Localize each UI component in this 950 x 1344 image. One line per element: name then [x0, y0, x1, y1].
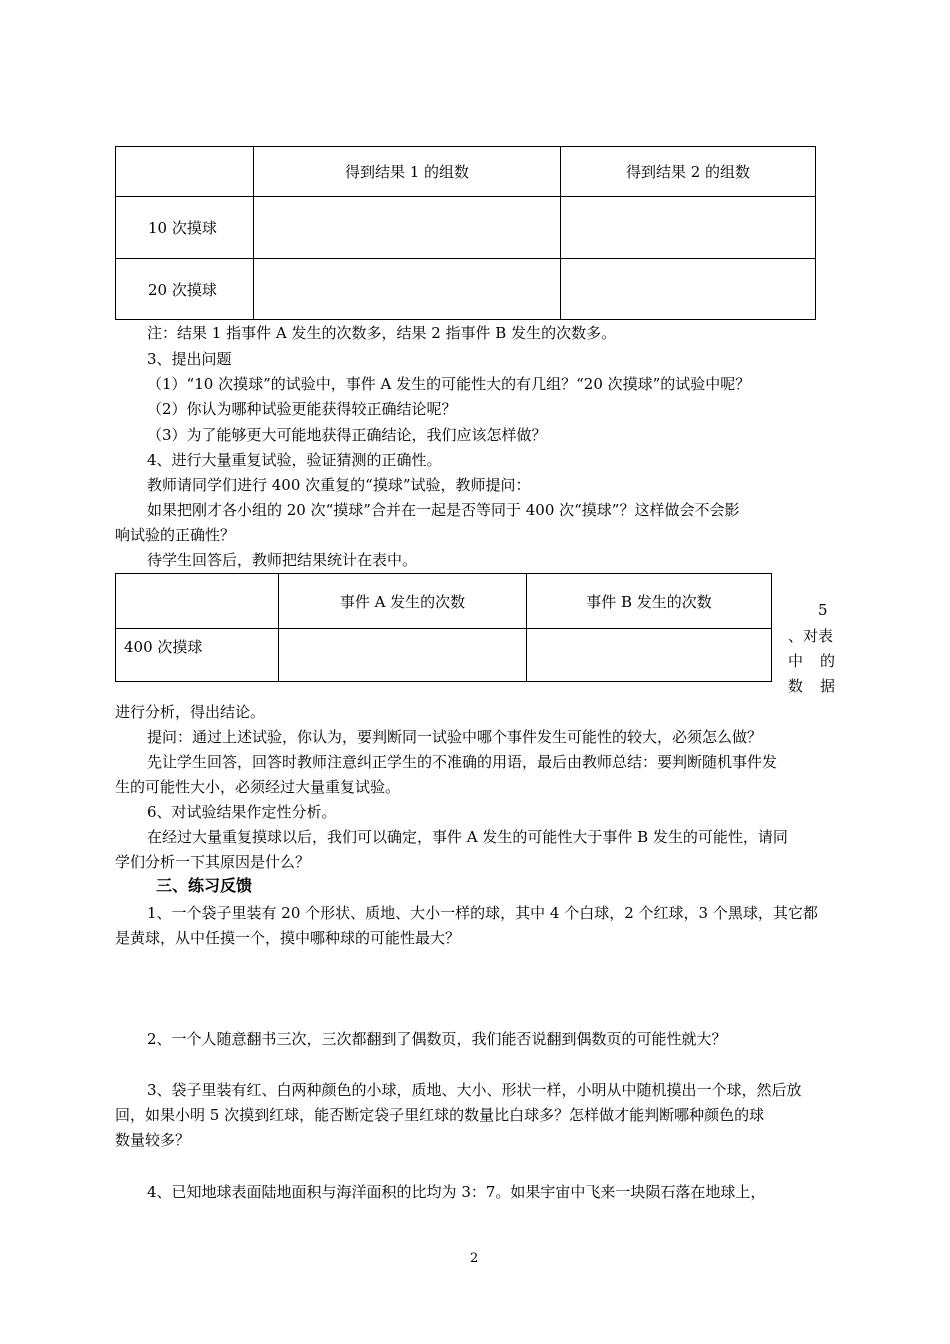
paragraph-after-line1: 在经过大量重复摸球以后，我们可以确定，事件 A 发生的可能性大于事件 B 发生的可能性，请同: [147, 828, 788, 846]
part-3-heading: 三、练习反馈: [156, 876, 253, 895]
side-text-line3a: 中: [788, 652, 804, 670]
table2-cell: [279, 629, 527, 682]
results-table-1: [115, 146, 816, 320]
paragraph-analyze: 进行分析，得出结论。: [115, 703, 266, 721]
exercise-3-line2: 回，如果小明 5 次摸到红球，能否断定袋子里红球的数量比白球多？怎样做才能判断哪种颜色的球: [115, 1106, 765, 1124]
paragraph-merge-line2: 响试验的正确性？: [115, 526, 236, 544]
table2-cell: [527, 629, 772, 682]
table1-cell: [561, 259, 816, 320]
table1-header-result2: 得到结果 2 的组数: [561, 147, 816, 197]
paragraph-answer-line1: 先让学生回答，回答时教师注意纠正学生的不准确的用语，最后由教师总结：要判断随机事件发: [147, 753, 778, 771]
results-table-2: [115, 573, 772, 682]
side-text-line4b: 据: [820, 677, 836, 695]
section-3-title: 3、提出问题: [147, 350, 232, 368]
section-4-title: 4、进行大量重复试验，验证猜测的正确性。: [147, 451, 442, 469]
paragraph-answer-line2: 生的可能性大小，必须经过大量重复试验。: [115, 778, 401, 796]
table-note: 注：结果 1 指事件 A 发生的次数多，结果 2 指事件 B 发生的次数多。: [147, 324, 617, 342]
question-3: （3）为了能够更大可能地获得正确结论，我们应该怎样做？: [147, 426, 547, 444]
table2-header-event-b: 事件 B 发生的次数: [527, 574, 772, 629]
paragraph-merge-line1: 如果把刚才各小组的 20 次“摸球”合并在一起是否等同于 400 次“摸球”？这样做会不会影: [147, 501, 740, 519]
exercise-1-line1: 1、一个袋子里装有 20 个形状、质地、大小一样的球，其中 4 个白球，2 个红球，3 个黑球，其它都: [147, 904, 818, 922]
side-text-line1: 5: [818, 601, 828, 619]
question-2: （2）你认为哪种试验更能获得较正确结论呢？: [147, 400, 457, 418]
exercise-3-line1: 3、袋子里装有红、白两种颜色的小球，质地、大小、形状一样，小明从中随机摸出一个球，然后放: [147, 1081, 802, 1099]
exercise-1-line2: 是黄球，从中任摸一个，摸中哪种球的可能性最大？: [115, 929, 461, 947]
side-text-line3b: 的: [820, 652, 836, 670]
side-text-line4a: 数: [788, 677, 804, 695]
table1-cell: [561, 197, 816, 259]
table1-cell: [254, 259, 561, 320]
table2-header-empty: [116, 574, 279, 629]
page-number: 2: [470, 1251, 479, 1266]
paragraph-wait: 待学生回答后，教师把结果统计在表中。: [147, 551, 418, 569]
section-6-title: 6、对试验结果作定性分析。: [147, 803, 337, 821]
side-text-line2: 、对表: [788, 627, 834, 645]
paragraph-after-line2: 学们分析一下其原因是什么？: [115, 853, 311, 871]
table2-header-event-a: 事件 A 发生的次数: [279, 574, 527, 629]
table1-header-result1: 得到结果 1 的组数: [254, 147, 561, 197]
table1-row-label: 20 次摸球: [116, 259, 254, 320]
exercise-4: 4、已知地球表面陆地面积与海洋面积的比均为 3：7。如果宇宙中飞来一块陨石落在地球上，: [147, 1183, 766, 1201]
table1-cell: [254, 197, 561, 259]
paragraph-teacher: 教师请同学们进行 400 次重复的“摸球”试验，教师提问：: [147, 476, 531, 494]
table2-row-label: 400 次摸球: [116, 629, 279, 682]
table1-header-empty: [116, 147, 254, 197]
paragraph-ask: 提问：通过上述试验，你认为，要判断同一试验中哪个事件发生可能性的较大，必须怎么做？: [147, 728, 763, 746]
table1-row-label: 10 次摸球: [116, 197, 254, 259]
exercise-2: 2、一个人随意翻书三次，三次都翻到了偶数页，我们能否说翻到偶数页的可能性就大？: [147, 1030, 727, 1048]
question-1: （1）“10 次摸球”的试验中，事件 A 发生的可能性大的有几组？“20 次摸球”的试验中呢？: [147, 375, 751, 393]
exercise-3-line3: 数量较多？: [115, 1131, 191, 1149]
